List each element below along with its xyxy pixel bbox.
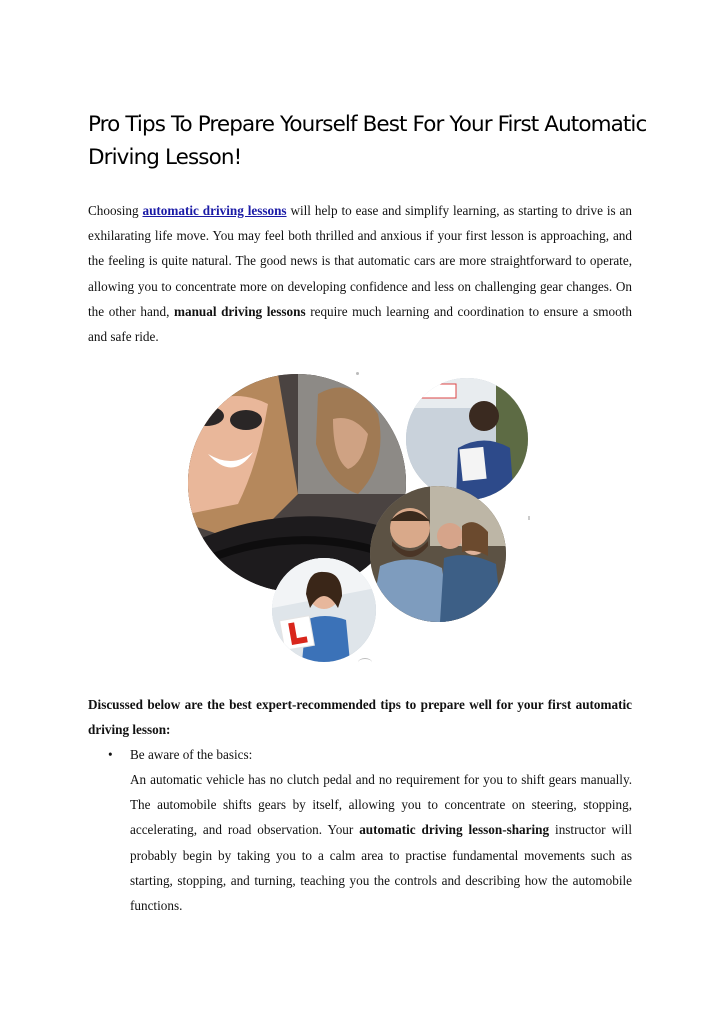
intro-paragraph (88, 198, 632, 349)
bullet-body (130, 767, 632, 918)
group-in-car-illustration (370, 486, 506, 622)
intro-text-end: require much learning and coordination to ensure a smooth and safe ride. (88, 303, 633, 345)
intro-lead: Choosing (88, 203, 143, 218)
list-item (108, 742, 252, 767)
man-holding-certificate-photo (406, 378, 528, 500)
bullet-body-text: An automatic vehicle has no clutch pedal and no requirement for you to shift gears manually. The automobile shifts gears by itself, allowing you to concentrate on steering, stopping, accelerating, and road observation. Your (130, 772, 632, 838)
decorative-mark (358, 658, 372, 667)
tips-intro: Discussed below are the best expert-recommended tips to prepare well for your first automatic driving lesson: (88, 697, 632, 738)
bullet-heading: Be aware of the basics: (130, 747, 253, 762)
manual-driving-lessons-bold: manual driving lessons (173, 303, 306, 319)
photo-collage (188, 374, 533, 666)
man-with-certificate-illustration (406, 378, 528, 500)
intro-text: will help to ease and simplify learning, as starting to drive is an exhilarating life move. You may feel both thrilled and anxious if your first lesson is approaching, and the feeling is quite natural. The good news is that automatic cars are more straightforward to operate, allowing you to concentrate more on developing confidence and less on challenging gear changes. On the other hand, (88, 203, 633, 319)
bullet-body-bold: automatic driving lesson-sharing (359, 822, 550, 838)
page-title: Pro Tips To Prepare Yourself Best For Your First Automatic Driving Lesson! (88, 112, 647, 170)
automatic-driving-lessons-link[interactable]: automatic driving lessons (142, 203, 287, 218)
woman-with-l-plate-illustration (272, 558, 376, 662)
decorative-mark (356, 372, 359, 375)
group-in-car-photo (370, 486, 506, 622)
woman-with-l-plate-photo (272, 558, 376, 662)
bullet-body-text-end: instructor will probably begin by taking you to a calm area to practise fundamental movements such as starting, stopping, and turning, teaching you the controls and describing how the automobile functions. (130, 822, 633, 914)
bullet-marker: • (108, 747, 113, 762)
decorative-mark (528, 516, 530, 520)
